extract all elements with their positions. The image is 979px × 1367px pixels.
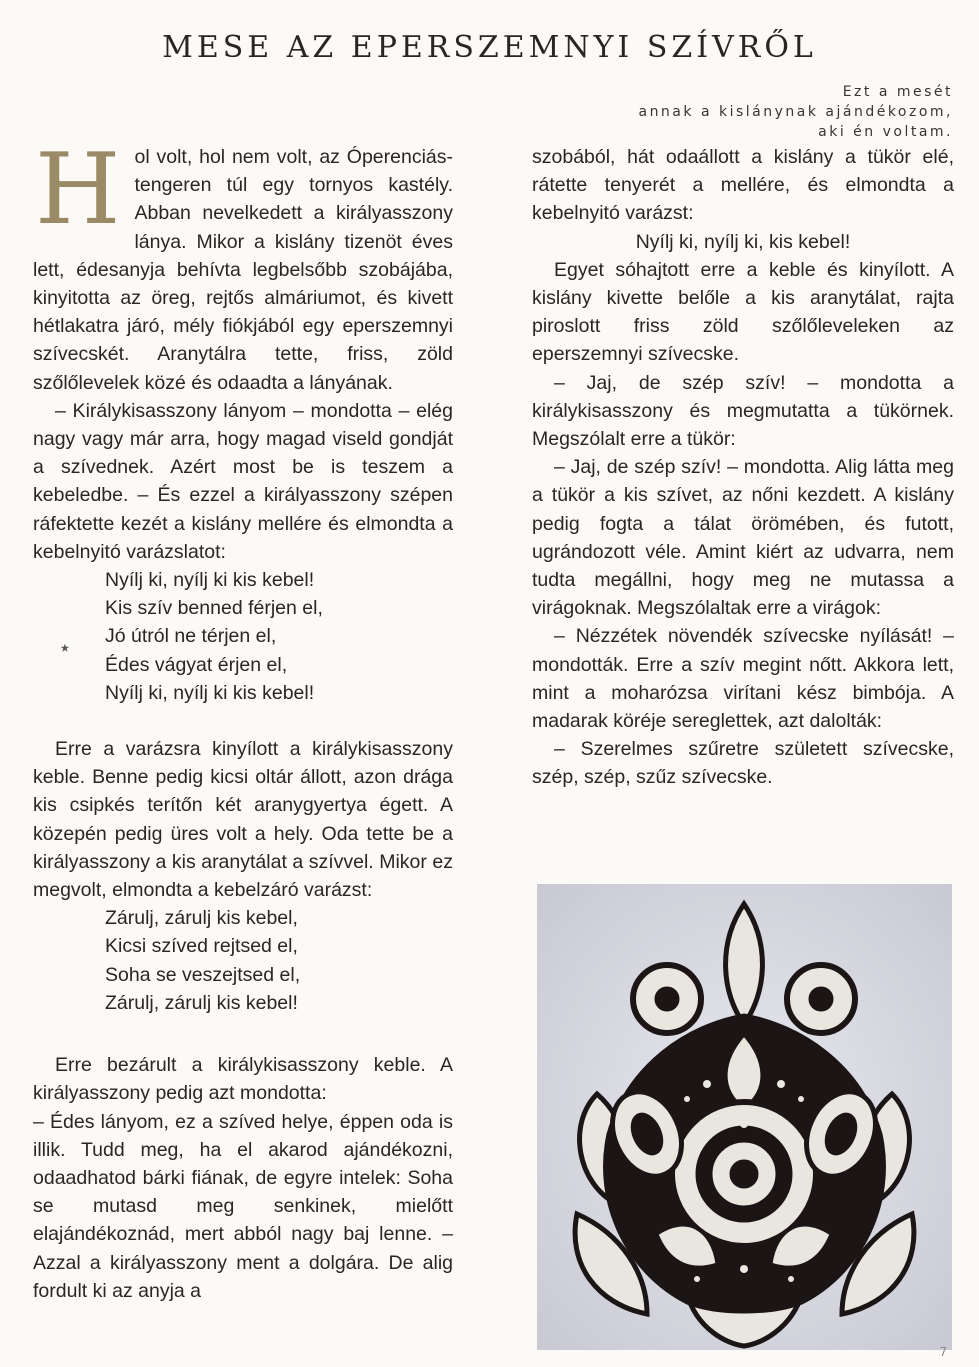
dedication-line-2: annak a kislánynak ajándékozom, [638,104,953,120]
drop-cap: H [35,133,121,247]
verse-line: Nyílj ki, nyílj ki kis kebel! [105,681,315,704]
left-column [33,133,453,1305]
paragraph-birds: – Szerelmes szűretre született szívecske, szép, szép, szűz szívecske. [532,738,954,789]
verse-line: Zárulj, zárulj kis kebel, [105,907,298,930]
paragraph-queen-speech: – Királykisasszony lányom – mondotta – elég nagy vagy már arra, hogy magad viseld gondját a szívednek. Azért most be is teszem a kebeledbe. – És ezzel a királyasszony szépen ráfektette kezét a kislány mellére és elmondta a kebelnyitó varázslatot: [33,399,453,563]
verse-line: Kicsi szíved rejtsed el, [105,935,298,958]
paragraph-sigh: Egyet sóhajtott erre a keble és kinyílott. A kislány kivette belőle a kis aranytálat, rajta piroslott friss zöld szőlőleveleken az eperszemnyi szívecske. [532,258,954,366]
dedication [593,82,953,142]
paragraph-opening: ol volt, hol nem volt, az Óperenciás-tengeren túl egy tornyos kastély. Abban nevelkedett a királyasszony lánya. Mikor a kislány tizenöt éves lett, édesanyja behívta legbelsőbb szobájába, kinyitotta az öreg, rejtős almáriumot, és kivett hétlakatra járó, mély fiókjából egy eperszemnyi szívecskét. Aranytálra tette, friss, zöld szőlőlevelek közé és odaadta a lányának. [33,146,453,394]
paragraph-beautiful-heart: – Jaj, de szép szív! – mondotta a királykisasszony és megmutatta a tükörnek. Megszólalt erre a tükör: [532,371,954,451]
margin-pencil-mark: ⋆ [58,636,72,661]
paragraph-warning: – Édes lányom, ez a szíved helye, éppen oda is illik. Tudd meg, ha el akarod ajándékozni, odaadhatod bárki fiának, de egyre intelek: Soha se mutasd meg senkinek, mielőtt elajándékoznád, mert abból nagy baj lenne. – Azzal a királyasszony ment a dolgára. De alig fordult ki az anyja a [33,1110,453,1302]
paragraph-mirror: szobából, hát odaállott a kislány a tükör elé, rátette tenyerét a mellére, és elmondta a kebelnyitó varázst: [532,146,954,225]
folk-art-ornament-illustration [537,884,952,1350]
right-column [532,143,954,792]
verse-line: Nyílj ki, nyílj ki, kis kebel! [635,230,851,253]
verse-line: Édes vágyat érjen el, [105,653,288,676]
ornament-svg [537,884,952,1350]
paragraph-growing: – Jaj, de szép szív! – mondotta. Alig látta meg a tükör a kis szívet, az nőni kezdett. A kislány pedig fogta a tálat örömében, és futott, ugrándozott véle. Amint kiért az udvarra, nem tudta megállni, hogy meg ne mutassa a virágoknak. Megszólaltak erre a virágok: [532,456,954,620]
paragraph-altar: Erre a varázsra kinyílott a királykisasszony keble. Benne pedig kicsi oltár állott, azon drága kis csipkés terítőn két aranygyertya égett. A közepén pedig üres volt a hely. Oda tette be a királyasszony a kis aranytálat a szívvel. Mikor ez megvolt, elmondta a kebelzáró varázst: [33,738,453,902]
page-title: MESE AZ EPERSZEMNYI SZÍVRŐL [162,30,817,65]
verse-opening-spell [33,566,453,707]
verse-line: Kis szív benned férjen el, [105,597,323,620]
paragraph-flowers: – Nézzétek növendék szívecske nyílását! – mondották. Erre a szív megint nőtt. Akkora lett, mint a moharózsa virítani kész bimbója. A madarak köréje sereglettek, azt dalolták: [532,625,954,733]
verse-line: Nyílj ki, nyílj ki kis kebel! [105,569,315,592]
verse-line: Zárulj, zárulj kis kebel! [105,991,298,1014]
dedication-line-1: Ezt a mesét [842,84,953,100]
paragraph-closed: Erre bezárult a királykisasszony keble. A királyasszony pedig azt mondotta: [33,1054,453,1105]
dedication-line-3: aki én voltam. [818,124,953,140]
verse-closing-spell [33,904,453,1017]
page-number: 7 [939,1345,947,1359]
verse-line: Soha se veszejtsed el, [105,963,301,986]
verse-line: Jó útról ne térjen el, [105,625,277,648]
